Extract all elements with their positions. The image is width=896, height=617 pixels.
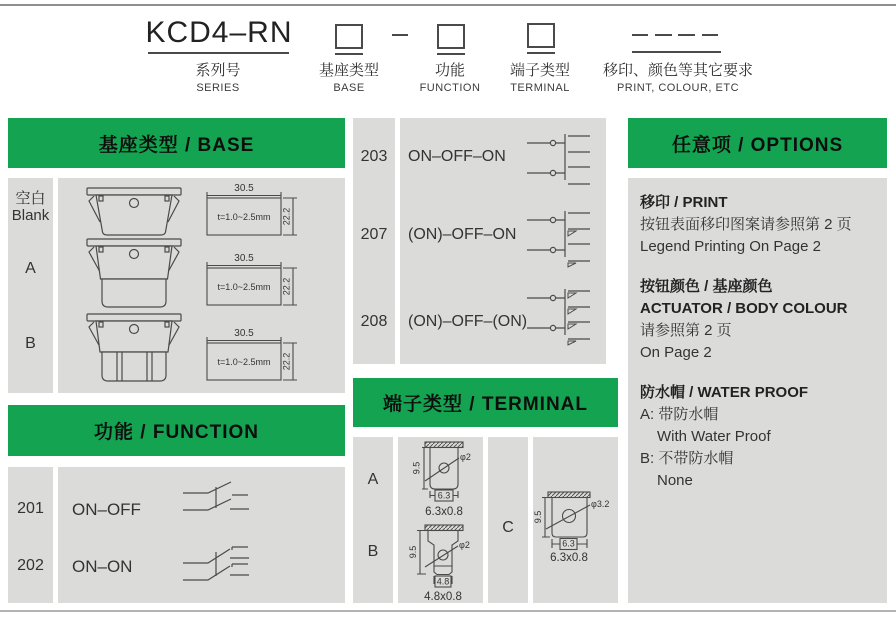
options-waterproof-title: 防水帽 / WATER PROOF: [640, 384, 809, 401]
order-dash-1: [632, 34, 648, 36]
switch-body-lower: [102, 279, 166, 307]
options-waterproof-a-en: With Water Proof: [657, 428, 771, 445]
function-label-201: ON–OFF: [72, 500, 141, 519]
order-box-terminal: [527, 23, 555, 48]
order-box-function-underline: [437, 53, 465, 55]
cutout-dim-box-1: [205, 181, 302, 239]
terminal-caption: 6.3x0.8: [425, 506, 463, 518]
base-code-b: B: [25, 335, 36, 352]
dim-height-label: 22.2: [281, 277, 292, 296]
function-label-207: (ON)–OFF–ON: [408, 226, 517, 243]
terminal-body: [552, 498, 587, 538]
order-dashes-underline: [632, 51, 721, 53]
header-options-label: 任意项 / OPTIONS: [671, 134, 844, 156]
terminal-drawing-c: [532, 488, 617, 566]
dim-height: 9.5: [533, 510, 543, 524]
terminal-tip: [434, 566, 452, 575]
hole-pointer: [425, 546, 458, 567]
terminal-caption: 4.8x0.8: [424, 591, 462, 603]
options-print-title: 移印 / PRINT: [640, 194, 728, 211]
order-box-function: [437, 24, 465, 49]
spacer: [640, 364, 880, 382]
bezel: [87, 239, 181, 246]
dim-hole: φ2: [459, 540, 470, 550]
base-code-blank-en: Blank: [11, 207, 50, 224]
dim-hole: φ2: [460, 452, 471, 462]
dim-width: 6.3: [562, 538, 575, 549]
dim-width: 4.8: [436, 576, 450, 587]
options-colour-en: On Page 2: [640, 344, 712, 361]
order-dash-3: [678, 34, 695, 36]
circuit-symbol-201: [168, 477, 253, 517]
panel-hatch: [425, 442, 463, 448]
momentary-triangles: [568, 293, 576, 345]
header-function: [8, 405, 345, 456]
series-label-zh: 系列号: [195, 62, 241, 79]
options-colour-zh: 请参照第 2 页: [640, 322, 732, 339]
options-waterproof-b-en: None: [657, 472, 693, 489]
options-print-zh: 按钮表面移印图案请参照第 2 页: [640, 216, 852, 233]
top-divider: [0, 4, 896, 6]
terminal-caption: 6.3x0.8: [550, 552, 588, 564]
field-print-zh: 移印、颜色等其它要求: [602, 62, 753, 79]
panel-hatch: [548, 492, 590, 498]
header-base-label: 基座类型 / BASE: [98, 134, 255, 156]
header-terminal-label: 端子类型 / TERMINAL: [383, 394, 588, 415]
switch-body-lower: [102, 352, 166, 381]
cutout-dim-box-2: [205, 251, 302, 309]
function-code-202: 202: [17, 557, 44, 574]
dim-width-label: 30.5: [234, 253, 254, 264]
switch-body-upper: [96, 246, 172, 279]
series-code: KCD4–RN: [145, 16, 293, 49]
circuit-symbol-208: [518, 283, 598, 345]
dim-width: 6.3: [437, 490, 451, 501]
field-print-en: PRINT, COLOUR, ETC: [616, 82, 740, 94]
options-print-en: Legend Printing On Page 2: [640, 238, 821, 255]
terminal-code-a: A: [367, 471, 379, 488]
circuit-symbol-203: [518, 128, 598, 190]
options-colour-title-zh: 按钮颜色 / 基座颜色: [640, 278, 773, 295]
hole-pointer: [546, 505, 590, 529]
dim-thickness-label: t=1.0~2.5mm: [217, 357, 271, 367]
base-code-a: A: [25, 260, 36, 277]
dim-height-label: 22.2: [281, 207, 292, 226]
terminal-drawing-a: [405, 440, 477, 520]
function-code-201: 201: [17, 500, 44, 517]
options-waterproof-a-zh: A: 带防水帽: [640, 406, 719, 423]
momentary-triangles: [568, 231, 576, 267]
field-base-en: BASE: [333, 82, 365, 94]
switch-drawing-b: [86, 311, 182, 389]
switch-body-upper: [96, 321, 172, 352]
dim-thickness-label: t=1.0~2.5mm: [217, 282, 271, 292]
function-label-203: ON–OFF–ON: [408, 148, 506, 165]
circuit-symbol-207: [518, 205, 598, 267]
terminal-drawing-b: [405, 520, 477, 604]
field-terminal-zh: 端子类型: [509, 62, 570, 79]
bottom-divider: [0, 610, 896, 612]
field-function-zh: 功能: [434, 62, 465, 79]
terminal-code-strip-ab: [353, 437, 393, 603]
header-terminal: [353, 378, 618, 427]
base-code-blank-zh: 空白: [15, 190, 46, 207]
field-base-zh: 基座类型: [318, 62, 379, 79]
dim-height: 9.5: [411, 461, 422, 475]
dim-height-label: 22.2: [281, 352, 292, 371]
dim-width-label: 30.5: [234, 183, 254, 194]
function-code-203: 203: [360, 148, 388, 165]
dim-hole: φ3.2: [591, 499, 610, 509]
terminal-code-b: B: [367, 543, 379, 560]
dim-thickness-label: t=1.0~2.5mm: [217, 212, 271, 222]
switch-body: [96, 195, 172, 235]
order-box-base: [335, 24, 363, 49]
switch-drawing-a: [86, 236, 182, 312]
order-dash-4: [702, 34, 718, 36]
cutout-dim-box-3: [205, 326, 302, 384]
order-code-dash: [392, 34, 408, 36]
dim-height: 9.5: [408, 545, 418, 559]
dim-width-label: 30.5: [234, 328, 254, 339]
order-dash-2: [655, 34, 672, 36]
switch-drawing-blank: [86, 185, 182, 237]
header-options: [628, 118, 887, 168]
circuit-symbol-202: [168, 536, 253, 584]
options-text-block: [640, 192, 880, 492]
series-label-en: SERIES: [196, 82, 240, 94]
panel-hatch: [425, 525, 463, 531]
spacer: [640, 258, 880, 276]
header-function-label: 功能 / FUNCTION: [94, 422, 259, 443]
order-box-base-underline: [335, 53, 363, 55]
options-colour-title-en: ACTUATOR / BODY COLOUR: [640, 300, 848, 317]
bezel: [87, 188, 181, 195]
header-base: [8, 118, 345, 168]
function-label-202: ON–ON: [72, 557, 133, 576]
field-terminal-en: TERMINAL: [510, 82, 570, 94]
function-label-208: (ON)–OFF–(ON): [408, 313, 528, 330]
options-waterproof-b-zh: B: 不带防水帽: [640, 450, 734, 467]
function-code-strip: [8, 467, 53, 603]
order-box-terminal-underline: [527, 52, 555, 54]
bezel: [87, 314, 181, 321]
function-code-208: 208: [360, 313, 388, 330]
series-underline: [148, 52, 289, 54]
terminal-code-c: C: [502, 519, 514, 536]
function-code-207: 207: [360, 226, 388, 243]
field-function-en: FUNCTION: [419, 82, 481, 94]
